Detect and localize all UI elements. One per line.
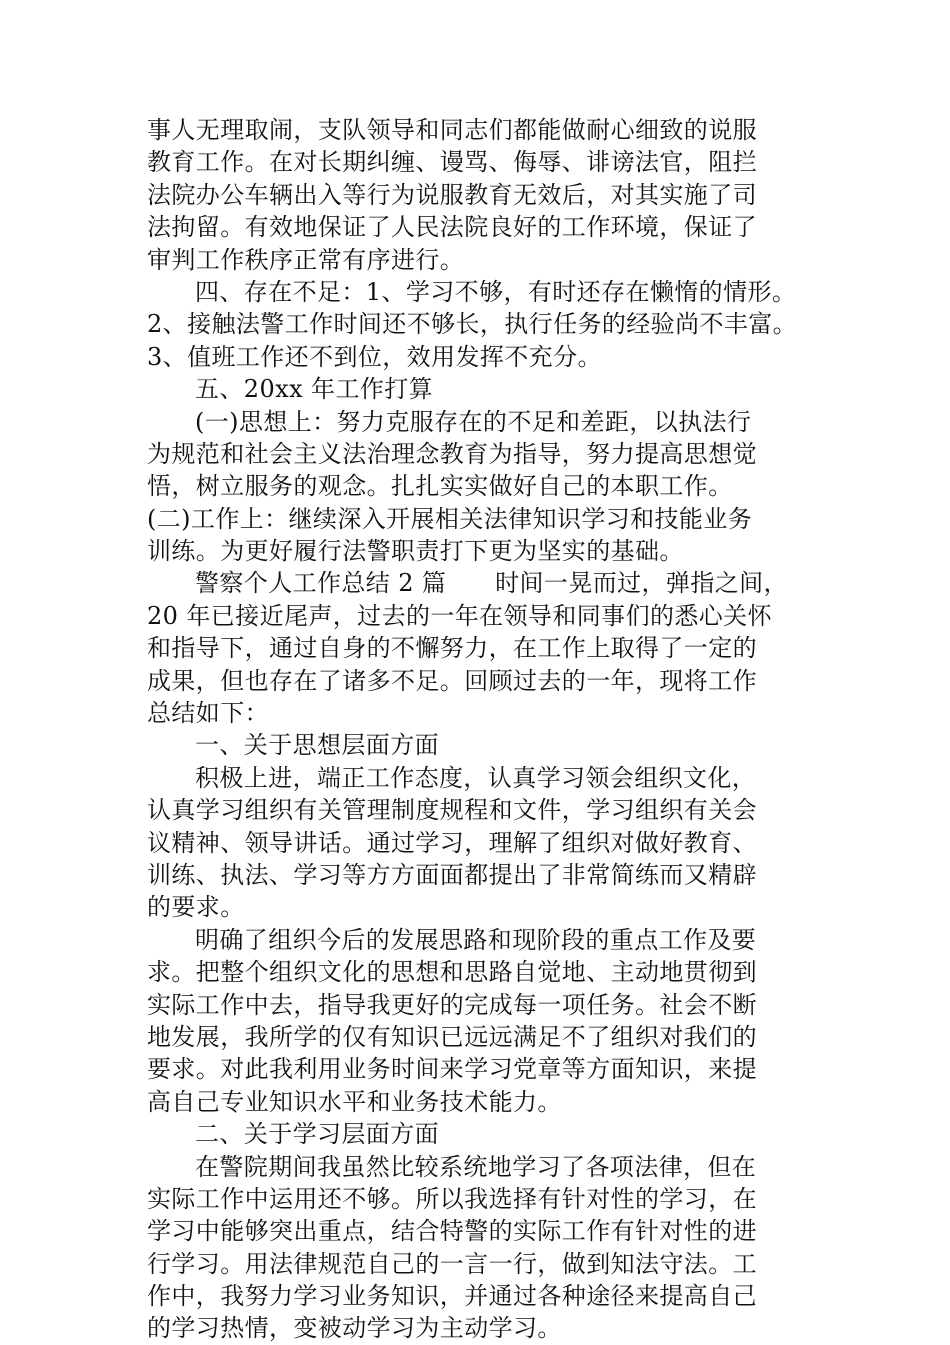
text-line: 的学习热情，变被动学习为主动学习。 bbox=[147, 1314, 562, 1343]
text-line: 事人无理取闹，支队领导和同志们都能做耐心细致的说服 bbox=[147, 116, 757, 144]
text-line: 3、值班工作还不到位，效用发挥不充分。 bbox=[147, 342, 602, 371]
text-line: 法拘留。有效地保证了人民法院良好的工作环境，保证了 bbox=[147, 213, 757, 242]
document-body bbox=[147, 114, 815, 1345]
text-line: 四、存在不足：1、学习不够，有时还存在懒惰的情形。 bbox=[195, 277, 797, 306]
text-line: (二)工作上：继续深入开展相关法律知识学习和技能业务 bbox=[147, 504, 753, 533]
text-line: 成果，但也存在了诸多不足。回顾过去的一年，现将工作 bbox=[147, 666, 757, 695]
text-line: 法院办公车辆出入等行为说服教育无效后，对其实施了司 bbox=[147, 180, 757, 209]
text-line: 的要求。 bbox=[147, 893, 245, 922]
text-line: 2、接触法警工作时间还不够长，执行任务的经验尚不丰富。 bbox=[147, 310, 798, 339]
text-line: 要求。对此我利用业务时间来学习党章等方面知识，来提 bbox=[147, 1055, 757, 1084]
text-line: 20 年已接近尾声，过去的一年在领导和同事们的悉心关怀 bbox=[147, 601, 772, 630]
text-line: 认真学习组织有关管理制度规程和文件，学习组织有关会 bbox=[147, 796, 757, 825]
text-line: 警察个人工作总结 2 篇 时间一晃而过，弹指之间， bbox=[195, 569, 788, 598]
text-line: 作中，我努力学习业务知识，并通过各种途径来提高自己 bbox=[147, 1282, 757, 1311]
text-line: 总结如下： bbox=[147, 699, 269, 728]
text-line: 教育工作。在对长期纠缠、谩骂、侮辱、诽谤法官，阻拦 bbox=[147, 148, 757, 177]
text-line: 为规范和社会主义法治理念教育为指导，努力提高思想觉 bbox=[147, 439, 757, 468]
text-line: 一、关于思想层面方面 bbox=[195, 731, 439, 760]
text-line: 明确了组织今后的发展思路和现阶段的重点工作及要 bbox=[195, 925, 757, 954]
text-line: 求。把整个组织文化的思想和思路自觉地、主动地贯彻到 bbox=[147, 958, 757, 987]
text-line: 积极上进，端正工作态度，认真学习领会组织文化， bbox=[195, 763, 757, 792]
text-line: 行学习。用法律规范自己的一言一行，做到知法守法。工 bbox=[147, 1249, 757, 1278]
text-line: 实际工作中去，指导我更好的完成每一项任务。社会不断 bbox=[147, 990, 757, 1019]
text-line: 二、关于学习层面方面 bbox=[195, 1120, 439, 1149]
text-line: 和指导下，通过自身的不懈努力，在工作上取得了一定的 bbox=[147, 634, 757, 663]
text-line: 学习中能够突出重点，结合特警的实际工作有针对性的进 bbox=[147, 1217, 757, 1246]
text-line: 训练。为更好履行法警职责打下更为坚实的基础。 bbox=[147, 537, 684, 566]
text-line: 审判工作秩序正常有序进行。 bbox=[147, 245, 465, 274]
text-line: 高自己专业知识水平和业务技术能力。 bbox=[147, 1087, 562, 1116]
text-line: 五、20xx 年工作打算 bbox=[195, 375, 434, 404]
text-line: 地发展，我所学的仅有知识已远远满足不了组织对我们的 bbox=[147, 1022, 757, 1051]
text-line: 议精神、领导讲话。通过学习，理解了组织对做好教育、 bbox=[147, 828, 757, 857]
text-line: 悟，树立服务的观念。扎扎实实做好自己的本职工作。 bbox=[147, 472, 733, 501]
text-line: 训练、执法、学习等方方面面都提出了非常简练而又精辟 bbox=[147, 860, 757, 889]
text-line: (一)思想上：努力克服存在的不足和差距，以执法行 bbox=[195, 407, 752, 436]
text-line: 实际工作中运用还不够。所以我选择有针对性的学习，在 bbox=[147, 1184, 757, 1213]
text-line: 在警院期间我虽然比较系统地学习了各项法律，但在 bbox=[195, 1152, 757, 1181]
